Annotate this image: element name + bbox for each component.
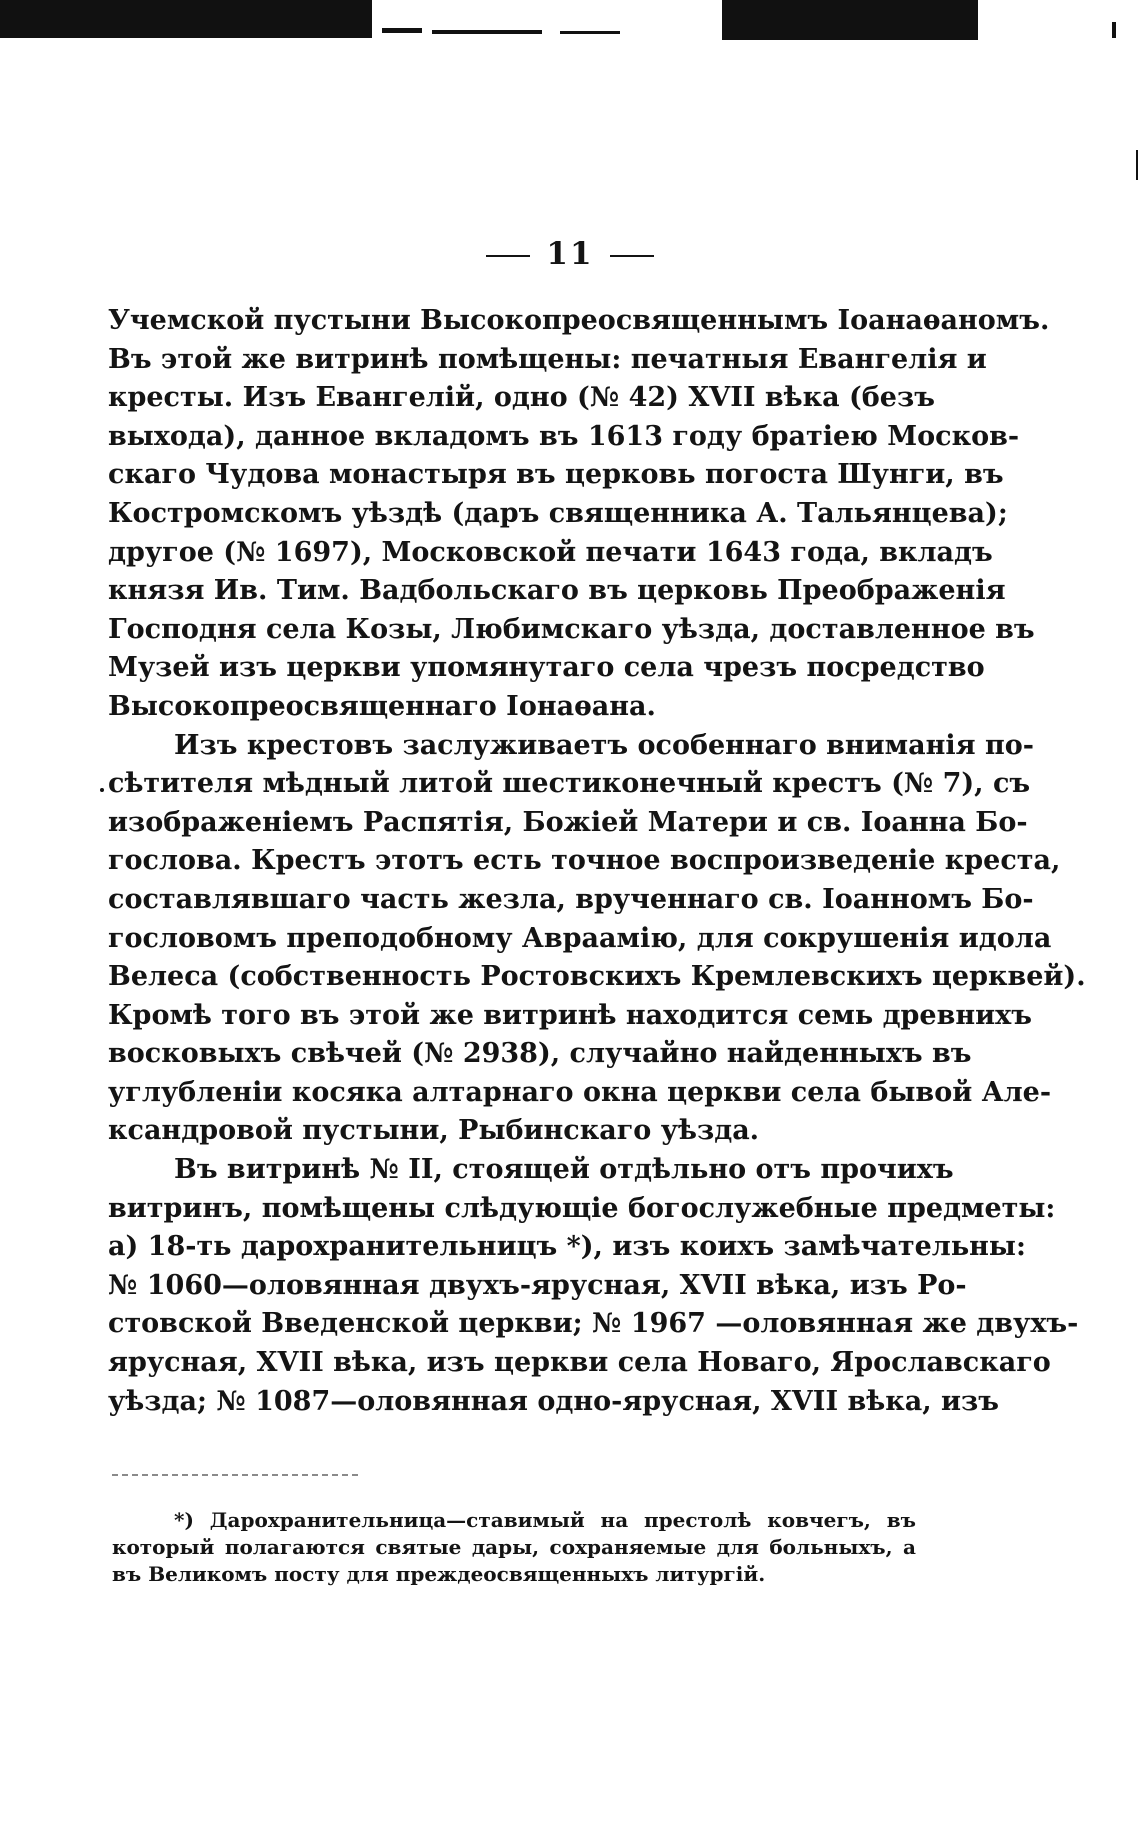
text-line: Въ витринѣ № II, стоящей отдѣльно отъ прочихъ	[174, 1154, 954, 1186]
scan-speck	[100, 788, 104, 792]
scan-edge-mark	[560, 31, 620, 34]
text-line: Въ этой же витринѣ помѣщены: печатныя Евангелія и	[108, 343, 987, 375]
scan-edge-mark	[432, 30, 542, 34]
text-line: ксандровой пустыни, Рыбинскаго уѣзда.	[108, 1115, 760, 1147]
text-line: князя Ив. Тим. Вадбольскаго въ церковь Преображенія	[108, 575, 1006, 607]
text-line: ярусная, XVII вѣка, изъ церкви села Новаго, Ярославскаго	[108, 1347, 1051, 1379]
body-text	[108, 302, 1086, 1421]
scan-edge-mark	[1112, 22, 1116, 38]
page-number-dash-left	[486, 255, 530, 257]
text-line: Изъ крестовъ заслуживаетъ особеннаго вниманія по-	[174, 729, 1034, 761]
text-line: другое (№ 1697), Московской печати 1643 года, вкладъ	[108, 536, 993, 568]
text-line: Господня села Козы, Любимскаго уѣзда, доставленное въ	[108, 613, 1035, 645]
page-number: 11	[546, 236, 594, 272]
text-line: уѣзда; № 1087—оловянная одно-ярусная, XVII вѣка, изъ	[108, 1385, 999, 1417]
text-line: кресты. Изъ Евангелій, одно (№ 42) XVII вѣка (безъ	[108, 382, 935, 414]
footnote-separator	[112, 1474, 358, 1476]
text-line: выхода), данное вкладомъ въ 1613 году братіею Москов-	[108, 420, 1020, 452]
text-line: восковыхъ свѣчей (№ 2938), случайно найденныхъ въ	[108, 1038, 972, 1070]
text-line: сѣтителя мѣдный литой шестиконечный крестъ (№ 7), съ	[108, 768, 1031, 800]
text-line: витринъ, помѣщены слѣдующіе богослужебные предметы:	[108, 1192, 1056, 1224]
text-line: Велеса (собственность Ростовскихъ Кремлевскихъ церквей).	[108, 961, 1086, 993]
text-line: углубленіи косяка алтарнаго окна церкви села бывой Але-	[108, 1076, 1052, 1108]
scan-edge-mark	[382, 28, 422, 33]
text-line: Музей изъ церкви упомянутаго села чрезъ посредство	[108, 652, 985, 684]
footnote-line: въ Великомъ посту для преждеосвященныхъ литургій.	[112, 1562, 766, 1586]
page-number-dash-right	[610, 255, 654, 257]
footnote-line: который полагаются святые дары, сохраняемые для больныхъ, а	[112, 1535, 916, 1559]
scan-edge-mark	[1136, 150, 1138, 180]
footnote	[112, 1507, 916, 1588]
text-line: Костромскомъ уѣздѣ (даръ священника А. Тальянцева);	[108, 497, 1008, 529]
text-line: Высокопреосвященнаго Іонаѳана.	[108, 690, 656, 722]
page-number-header	[0, 236, 1140, 272]
text-line: гослова. Крестъ этотъ есть точное воспроизведеніе креста,	[108, 845, 1061, 877]
text-line: гословомъ преподобному Авраамію, для сокрушенія идола	[108, 922, 1052, 954]
scan-edge-left	[0, 0, 372, 38]
text-line: стовской Введенской церкви; № 1967 —оловянная же двухъ-	[108, 1308, 1079, 1340]
footnote-line: *) Дарохранительница—ставимый на престолѣ ковчегъ, въ	[174, 1508, 916, 1532]
text-line: Учемской пустыни Высокопреосвященнымъ Іоанаѳаномъ.	[108, 305, 1050, 336]
text-line: Кромѣ того въ этой же витринѣ находится семь древнихъ	[108, 999, 1032, 1031]
text-line: составлявшаго часть жезла, врученнаго св. Іоанномъ Бо-	[108, 883, 1034, 915]
text-line: скаго Чудова монастыря въ церковь погоста Шунги, въ	[108, 459, 1004, 491]
text-line: № 1060—оловянная двухъ-ярусная, XVII вѣка, изъ Ро-	[108, 1269, 967, 1301]
text-line: изображеніемъ Распятія, Божіей Матери и св. Іоанна Бо-	[108, 806, 1028, 838]
scan-edge-right	[722, 0, 978, 40]
text-line: а) 18-ть дарохранительницъ *), изъ коихъ замѣчательны:	[108, 1231, 1026, 1263]
